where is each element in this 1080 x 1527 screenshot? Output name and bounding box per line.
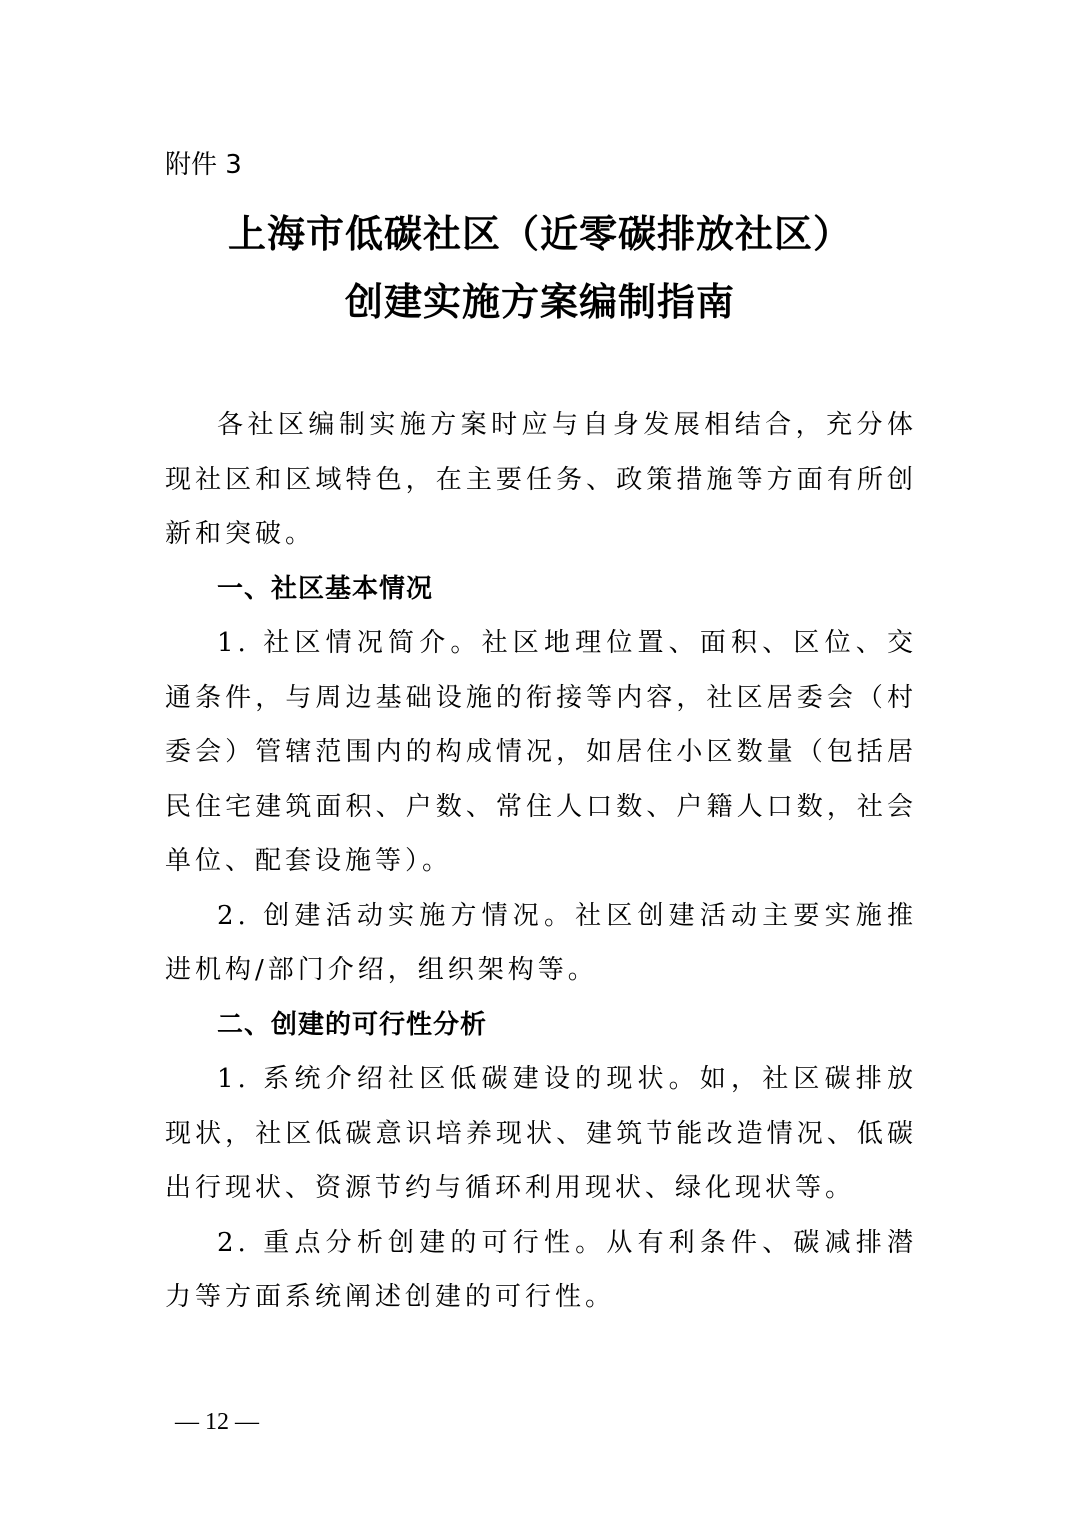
- section-2-item-2: 2. 重点分析创建的可行性。从有利条件、碳减排潜力等方面系统阐述创建的可行性。: [165, 1227, 917, 1312]
- attachment-label: 附件 3: [165, 150, 242, 180]
- document-title-line-1: 上海市低碳社区（近零碳排放社区）: [227, 212, 852, 256]
- section-1-item-1: 1. 社区情况简介。社区地理位置、面积、区位、交通条件，与周边基础设施的衔接等内容，社区居委会（村委会）管辖范围内的构成情况，如居住小区数量（包括居民住宅建筑面积、户数、常住人口数、户籍人口数，社会单位、配套设施等）。: [165, 628, 917, 876]
- section-2-item-1: 1. 系统介绍社区低碳建设的现状。如，社区碳排放现状，社区低碳意识培养现状、建筑节能改造情况、低碳出行现状、资源节约与循环利用现状、绿化现状等。: [165, 1064, 917, 1203]
- intro-paragraph: 各社区编制实施方案时应与自身发展相结合，充分体现社区和区域特色，在主要任务、政策措施等方面有所创新和突破。: [165, 410, 917, 549]
- section-heading-basic-info: 一、社区基本情况: [217, 573, 434, 604]
- section-1-item-2: 2. 创建活动实施方情况。社区创建活动主要实施推进机构/部门介绍，组织架构等。: [165, 900, 917, 985]
- page-number: — 12 —: [175, 1409, 259, 1435]
- document-title-line-2: 创建实施方案编制指南: [344, 280, 735, 324]
- section-heading-feasibility: 二、创建的可行性分析: [217, 1009, 488, 1040]
- document-body: [165, 398, 917, 1325]
